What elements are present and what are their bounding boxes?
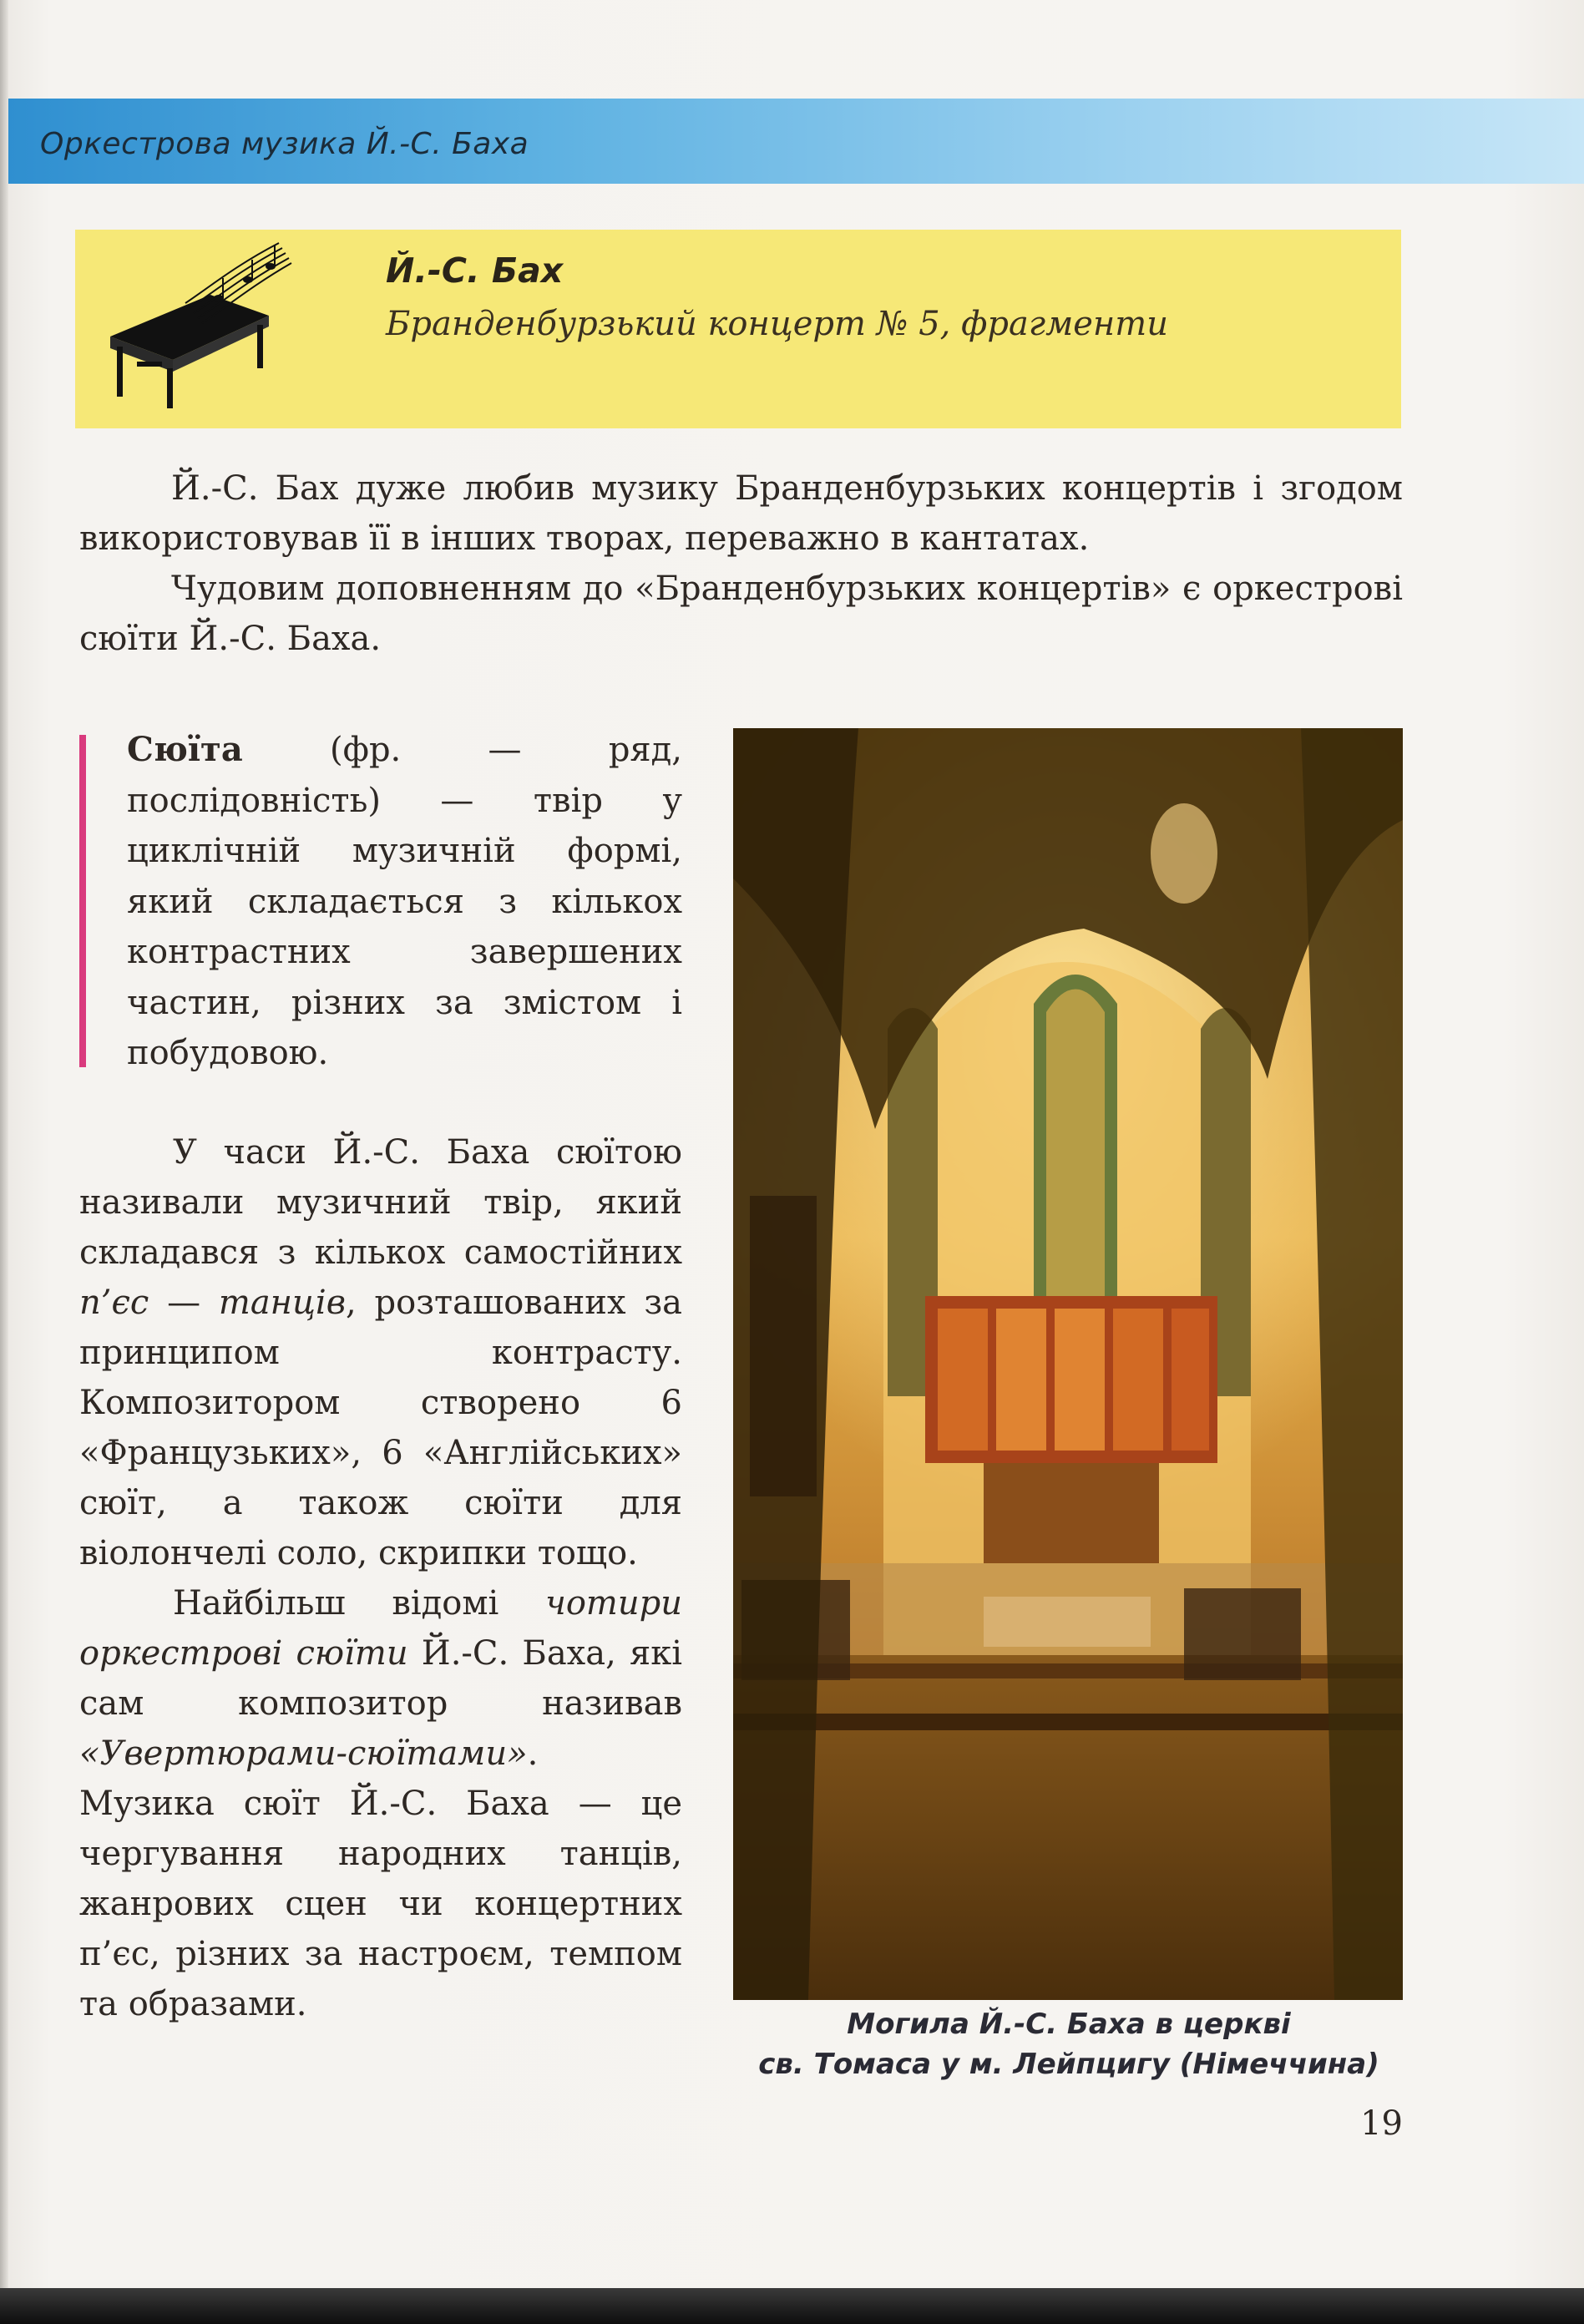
work-title: Бранденбурзький концерт № 5, фрагменти: [386, 305, 1168, 343]
body-text-run: У часи Й.-С. Баха сюїтою називали музичний твір, який складався з кількох самостійних: [79, 1133, 682, 1272]
definition-text: (фр. — ряд, послідовність) — твір у циклічній музичній формі, який складається з кількох контрастних завершених частин, різних за змістом і побудовою.: [127, 731, 682, 1072]
page-number: 19: [1360, 2104, 1403, 2143]
body-text-run: Й.-С. Баха, які сам композитор називав: [79, 1634, 682, 1723]
body-italic-run: танців: [218, 1284, 346, 1322]
caption-line-1: Могила Й.-С. Баха в церкві: [847, 2008, 1291, 2041]
church-interior-illustration: [733, 728, 1403, 2000]
definition-term: Сюїта: [127, 730, 243, 769]
scan-bottom-edge: [0, 2288, 1584, 2324]
caption-line-2: св. Томаса у м. Лейпцигу (Німеччина): [758, 2048, 1379, 2081]
body-italic-run: п’єс: [79, 1284, 149, 1322]
piano-with-notes-icon: [94, 236, 294, 412]
body-text-run: . Музика сюїт Й.-С. Баха — це чергування народних танців, жанрових сцен чи концертних п’єс, різних за настроєм, темпом та образами.: [79, 1734, 682, 2023]
intro-text: [79, 463, 1403, 664]
intro-paragraph-1: Й.-С. Бах дуже любив музику Бранденбурзьких концертів і згодом використовував її в інших творах, переважно в кантатах.: [79, 469, 1403, 558]
body-paragraph-2: [79, 1578, 682, 2029]
suite-definition: [127, 725, 682, 1079]
page-binding-edge: [0, 0, 8, 2288]
composer-name: Й.-С. Бах: [386, 251, 564, 291]
definition-accent-bar: [79, 735, 86, 1067]
suite-description: [79, 1127, 682, 2029]
body-text-run: —: [149, 1284, 219, 1322]
intro-paragraph-2: Чудовим доповненням до «Бранденбурзьких концертів» є оркестрові сюїти Й.-С. Баха.: [79, 570, 1403, 658]
section-title: Оркестрова музика Й.-С. Баха: [40, 127, 529, 161]
body-italic-run: «Увертюрами-сюїтами»: [79, 1734, 528, 1773]
body-italic-run: чотири оркестрові сюїти: [79, 1584, 682, 1673]
photo-caption: [718, 2004, 1420, 2084]
body-text-run: , розташованих за принципом контрасту. Композитором створено 6 «Французьких», 6 «Англійських» сюїт, а також сюїти для віолончелі соло, скрипки тощо.: [79, 1284, 682, 1572]
church-interior-photo: [733, 728, 1403, 2000]
body-text-run: Найбільш відомі: [173, 1584, 545, 1623]
body-paragraph-1: [79, 1127, 682, 1578]
